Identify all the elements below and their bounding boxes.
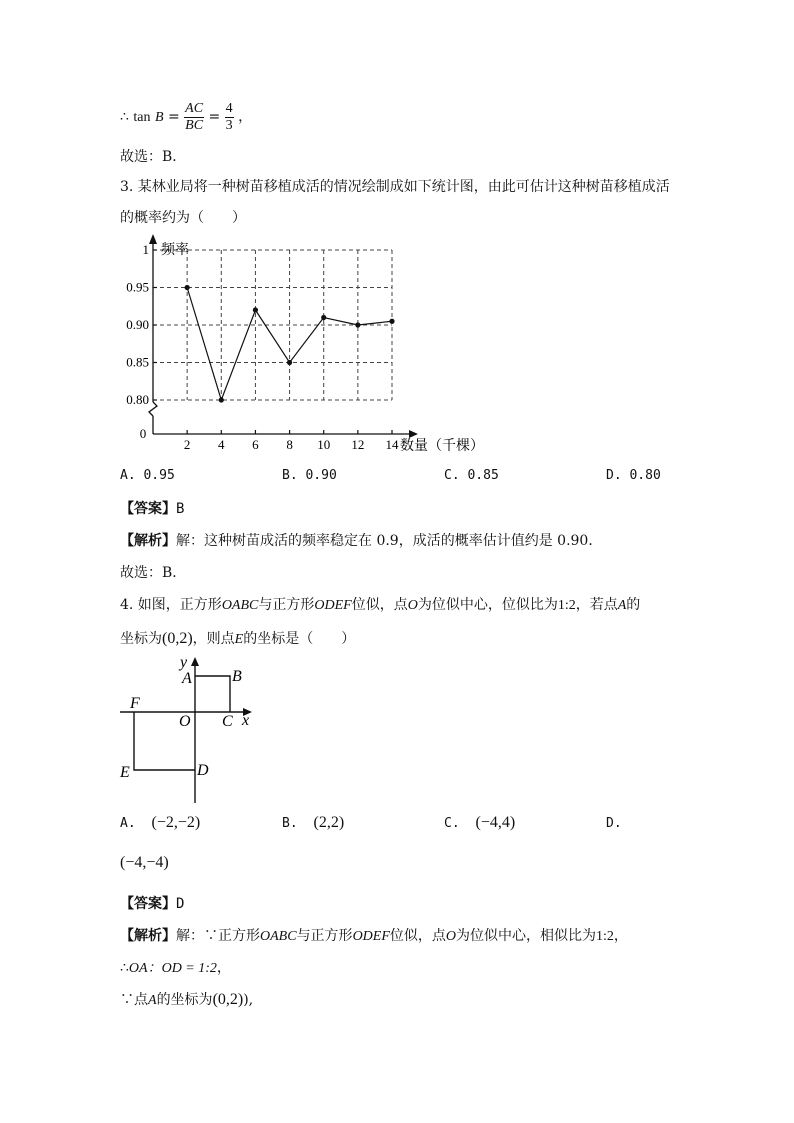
option-label: A. (120, 816, 136, 831)
q4-analysis-line2 (120, 957, 231, 977)
q4-stem-line1 (120, 594, 640, 614)
answer-label: 【答案】 (120, 896, 176, 912)
analysis-text: 解：∵正方形 (176, 928, 260, 944)
x-tick-label: 8 (286, 437, 293, 452)
option-label: C. (444, 816, 460, 831)
x-axis-title: 数量（千棵） (400, 439, 484, 454)
q4-option-b[interactable] (282, 814, 344, 832)
q4-option-d-label[interactable]: D. (606, 816, 622, 831)
data-point (253, 307, 258, 312)
ratio: 1:2 (557, 598, 576, 613)
analysis-text: 解：这种树苗成活的频率稳定在 0.9，成活的概率估计值约是 0.90． (176, 533, 603, 549)
q4-stem-line2 (120, 628, 355, 648)
analysis-text: 为位似中心，相似比为 (456, 928, 597, 944)
analysis-text: 的坐标为 (156, 992, 213, 1008)
q3-option-c[interactable]: C. 0.85 (444, 468, 499, 483)
option-label: B. (282, 816, 298, 831)
prev-choose-text: 故选：B． (120, 149, 187, 165)
answer-value: D (176, 896, 185, 912)
equals-2: = (208, 109, 221, 125)
square-oabc: OABC (260, 929, 297, 944)
data-point (321, 315, 326, 320)
y-tick-label: 1 (142, 242, 149, 257)
fraction-4-3 (225, 101, 234, 134)
q3-analysis (120, 530, 602, 550)
denominator-3: 3 (225, 117, 233, 133)
equals-1: = (167, 109, 180, 125)
q3-stem-line2: 的概率约为（ ） (120, 210, 246, 226)
label-f: F (130, 695, 140, 712)
data-point (287, 360, 292, 365)
y-axis-arrow (149, 234, 157, 244)
q3-choose-text: 故选：B． (120, 565, 187, 581)
analysis-label: 【解析】 (120, 928, 176, 944)
option-value: (−2,−2) (151, 814, 201, 831)
q4-analysis-line1 (120, 925, 628, 945)
label-c: C (222, 713, 233, 730)
data-point (389, 319, 394, 324)
data-point (219, 397, 224, 402)
fraction-ac-bc (184, 101, 204, 134)
x-tick-label: 2 (183, 437, 191, 452)
label-e: E (120, 764, 130, 781)
y-tick-label: 0.90 (126, 317, 149, 332)
answer-value: B (176, 501, 185, 517)
square-oabc-shape (195, 676, 230, 712)
q4-option-a[interactable] (120, 814, 200, 832)
analysis-text: ∵点 (120, 992, 148, 1008)
analysis-text: 位似，点 (389, 928, 446, 944)
point-a: A (617, 598, 627, 613)
x-tick-label: 10 (317, 437, 331, 452)
q4-option-d-value[interactable]: (−4,−4) (120, 854, 169, 871)
option-value: (−4,4) (475, 814, 516, 831)
analysis-text: 与正方形 (296, 928, 353, 944)
analysis-text: ， (216, 960, 231, 976)
q4-text: 与正方形 (258, 597, 315, 613)
q3-stem-line1: 3. 某林业局将一种树苗移植成活的情况绘制成如下统计图，由此可估计这种树苗移植成活 (120, 179, 670, 195)
x-tick-label: 14 (385, 437, 399, 452)
option-value: (2,2) (313, 814, 345, 831)
analysis-label: 【解析】 (120, 533, 176, 549)
q4-analysis-line3 (120, 989, 253, 1009)
x-tick-label: 6 (252, 437, 259, 452)
q4-text: 位似，点 (351, 597, 408, 613)
label-d: D (197, 762, 209, 779)
x-tick-label: 12 (351, 437, 365, 452)
label-y: y (180, 655, 188, 671)
numerator-ac: AC (185, 100, 204, 116)
square-oabc: OABC (221, 598, 259, 613)
q3-answer (120, 498, 184, 518)
therefore-symbol: ∴ (120, 109, 129, 125)
ratio: 1:2 (596, 929, 614, 944)
comma: ， (238, 109, 253, 125)
therefore-symbol: ∴ (120, 960, 129, 976)
axis-break-mark (149, 402, 157, 416)
ratio-equation: OA：OD = 1:2 (128, 961, 217, 976)
analysis-text: ), (243, 992, 254, 1008)
q4-text: 的坐标是（ ） (243, 631, 356, 647)
y-axis-arrow (191, 657, 199, 666)
square-odef: ODEF (352, 929, 390, 944)
y-tick-label: 0.80 (126, 392, 149, 407)
angle-b: B (154, 110, 164, 125)
point-o: O (445, 929, 457, 944)
answer-label: 【答案】 (120, 501, 176, 517)
x-tick-label: 4 (218, 437, 225, 452)
y-axis-title: 频率 (161, 243, 189, 258)
q4-option-c[interactable] (444, 814, 515, 832)
point-o: O (407, 598, 418, 613)
coord-a: (0,2) (212, 991, 244, 1008)
q4-text: ，则点 (192, 631, 235, 647)
label-b: B (232, 668, 242, 685)
analysis-text: ， (613, 928, 628, 944)
q4-text: 为位似中心，位似比为 (417, 597, 558, 613)
denominator-bc: BC (185, 117, 204, 133)
q3-option-a[interactable]: A. 0.95 (120, 468, 175, 483)
q4-text: ，若点 (575, 597, 618, 613)
data-point (185, 285, 190, 290)
numerator-4: 4 (225, 100, 233, 116)
frequency-line-chart (126, 238, 484, 454)
x-axis-arrow (409, 430, 418, 438)
similarity-figure (112, 655, 262, 805)
tan-text: tan (133, 110, 151, 125)
y-tick-label: 0.85 (126, 354, 149, 370)
coord-a: (0,2) (162, 630, 193, 647)
data-point (355, 322, 360, 327)
q3-option-d[interactable]: D. 0.80 (606, 468, 661, 483)
q4-answer (120, 893, 184, 913)
square-odef: ODEF (314, 598, 352, 613)
label-o: O (179, 713, 191, 730)
origin-label: 0 (139, 426, 147, 441)
y-tick-label: 0.95 (126, 279, 149, 295)
tan-equation (120, 100, 252, 134)
q4-text: 4. 如图，正方形 (120, 597, 222, 613)
point-e: E (234, 632, 244, 647)
label-a: A (182, 670, 192, 687)
point-a: A (148, 993, 157, 1008)
q3-option-b[interactable]: B. 0.90 (282, 468, 337, 483)
q4-text: 坐标为 (120, 631, 162, 647)
label-x: x (242, 712, 250, 729)
q4-text: 的 (626, 597, 641, 613)
